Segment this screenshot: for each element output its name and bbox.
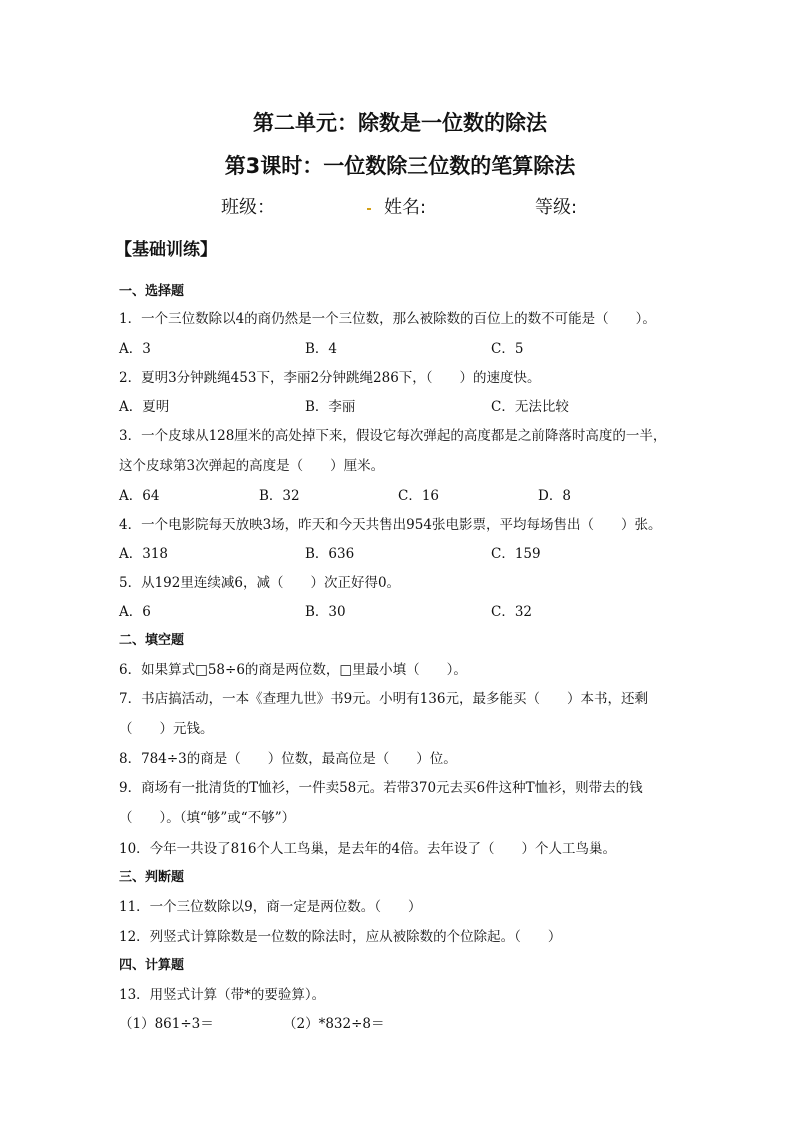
q2-option-a: A．夏明 [119,399,170,415]
question-9-line-1: 9．商场有一批清货的T恤衫，一件卖58元。若带370元去买6件这种T恤衫，则带去的钱 [119,780,643,796]
question-11: 11．一个三位数除以9，商一定是两位数。（ ） [119,899,422,915]
decorative-dot [367,208,371,210]
q1-option-b: B．4 [305,341,338,357]
lesson-subtitle: 第3课时：一位数除三位数的笔算除法 [224,154,576,178]
section-judge-heading: 三、判断题 [119,870,185,885]
question-1: 1．一个三位数除以4的商仍然是一个三位数，那么被除数的百位上的数不可能是（ ）。 [119,311,656,327]
class-label: 班级： [221,197,275,218]
q3-option-b: B．32 [259,488,300,504]
q4-option-a: A．318 [119,546,169,562]
q3-option-c: C．16 [398,488,440,504]
question-13: 13．用竖式计算（带*的要验算）。 [119,987,326,1003]
q5-option-a: A．6 [119,604,151,620]
question-3-line-2: 这个皮球第3次弹起的高度是（ ）厘米。 [119,458,385,474]
grade-label: 等级: [535,197,578,218]
q3-option-a: A．64 [119,488,160,504]
question-7-line-1: 7．书店搞活动，一本《查理九世》书9元。小明有136元，最多能买（ ）本书，还剩 [119,691,648,707]
q1-option-c: C．5 [491,341,524,357]
section-calc-heading: 四、计算题 [119,958,185,973]
question-13-part-2: （2）*832÷8＝ [283,1016,385,1032]
q5-option-c: C．32 [491,604,533,620]
question-7-line-2: （ ）元钱。 [119,721,214,737]
q4-option-b: B．636 [305,546,355,562]
section-choice-heading: 一、选择题 [119,284,185,299]
training-heading: 【基础训练】 [115,240,217,260]
page-title: 第二单元：除数是一位数的除法 [253,111,547,135]
q2-option-c: C．无法比较 [491,399,569,415]
question-8: 8．784÷3的商是（ ）位数，最高位是（ ）位。 [119,751,457,767]
question-6: 6．如果算式□58÷6的商是两位数，□里最小填（ ）。 [119,662,467,678]
q2-option-b: B．李丽 [305,399,356,415]
q3-option-d: D．8 [538,488,571,504]
q5-option-b: B．30 [305,604,346,620]
question-13-part-1: （1）861÷3＝ [119,1016,214,1032]
q1-option-a: A．3 [119,341,151,357]
name-label: 姓名: [384,197,427,218]
q4-option-c: C．159 [491,546,541,562]
section-fill-heading: 二、填空题 [119,633,185,648]
question-10: 10．今年一共设了816个人工鸟巢，是去年的4倍。去年设了（ ）个人工鸟巢。 [119,841,617,857]
question-5: 5．从192里连续减6，减（ ）次正好得0。 [119,575,401,591]
question-12: 12．列竖式计算除数是一位数的除法时，应从被除数的个位除起。（ ） [119,929,562,945]
question-3-line-1: 3．一个皮球从128厘米的高处掉下来，假设它每次弹起的高度都是之前降落时高度的一半， [119,428,667,444]
question-2: 2．夏明3分钟跳绳453下，李丽2分钟跳绳286下，（ ）的速度快。 [119,370,541,386]
question-9-line-2: （ ）。（填“够”或“不够”） [119,810,296,826]
question-4: 4．一个电影院每天放映3场，昨天和今天共售出954张电影票，平均每场售出（ ）张。 [119,517,662,533]
